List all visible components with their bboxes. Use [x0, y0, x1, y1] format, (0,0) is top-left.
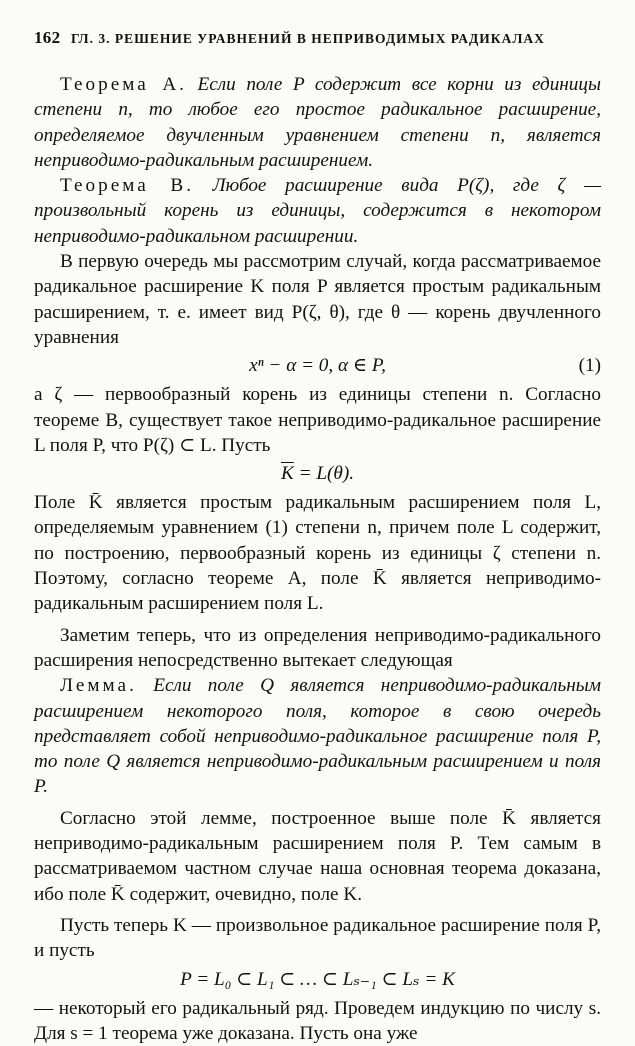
paragraph-1: В первую очередь мы рассмотрим случай, когда рассматриваемое радикальное расширение K поля P является простым радикальным расширением, т. е. имеет вид P(ζ, θ), где θ — корень двучленного уравнения	[34, 249, 601, 350]
paragraph-7: — некоторый его радикальный ряд. Проведем индукцию по числу s. Для s = 1 теорема уже доказана. Пусть она уже	[34, 996, 601, 1046]
running-header	[34, 28, 601, 48]
equation-3-text: P = L₀ ⊂ L₁ ⊂ … ⊂ Lₛ₋₁ ⊂ Lₛ = K	[180, 969, 455, 990]
equation-1	[34, 350, 601, 382]
page-number: 162	[34, 28, 60, 47]
paragraph-6: Пусть теперь K — произвольное радикальное расширение поля P, и пусть	[34, 913, 601, 964]
lemma-label: Лемма.	[60, 675, 137, 696]
theorem-b	[34, 173, 601, 249]
equation-2	[34, 458, 601, 490]
theorem-a	[34, 72, 601, 173]
equation-3	[34, 964, 601, 996]
lemma	[34, 673, 601, 799]
equation-2-lhs: $\overline{K}$	[281, 463, 294, 484]
theorem-b-label: Теорема В.	[60, 175, 194, 196]
lemma-text: Если поле Q является неприводимо-радикальным расширением некоторого поля, которое в свою очередь представляет собой неприводимо-радикальное расширение поля P, то поле Q является неприводимо-радикальным расширением и поля P.	[34, 675, 601, 797]
equation-2-rhs: = L(θ).	[294, 463, 354, 484]
paragraph-2: а ζ — первообразный корень из единицы степени n. Согласно теореме В, существует такое неприводимо-радикальное расширение L поля P, что P(ζ) ⊂ L. Пусть	[34, 382, 601, 458]
paragraph-5: Согласно этой лемме, построенное выше поле K̄ является неприводимо-радикальным расширением поля P. Тем самым в рассматриваемом частном случае наша основная теорема доказана, ибо поле K̄ содержит, очевидно, поле K.	[34, 806, 601, 907]
equation-1-number: (1)	[579, 350, 601, 382]
equation-1-text: xⁿ − α = 0, α ∈ P,	[249, 355, 386, 376]
theorem-a-text: Если поле P содержит все корни из единицы степени n, то любое его простое радикальное расширение, определяемое двучленным уравнением степени n, является неприводимо-радикальным расширением.	[34, 74, 601, 171]
paragraph-3: Поле K̄ является простым радикальным расширением поля L, определяемым уравнением (1) степени n, причем поле L содержит, по построению, первообразный корень из единицы ζ степени n. Поэтому, согласно теореме А, поле K̄ является неприводимо-радикальным расширением поля L.	[34, 490, 601, 616]
theorem-a-label: Теорема А.	[60, 74, 187, 95]
theorem-b-text: Любое расширение вида P(ζ), где ζ — произвольный корень из единицы, содержится в некотором неприводимо-радикальном расширении.	[34, 175, 601, 247]
paragraph-4: Заметим теперь, что из определения неприводимо-радикального расширения непосредственно вытекает следующая	[34, 623, 601, 674]
running-title: ГЛ. 3. РЕШЕНИЕ УРАВНЕНИЙ В НЕПРИВОДИМЫХ РАДИКАЛАХ	[71, 31, 545, 46]
